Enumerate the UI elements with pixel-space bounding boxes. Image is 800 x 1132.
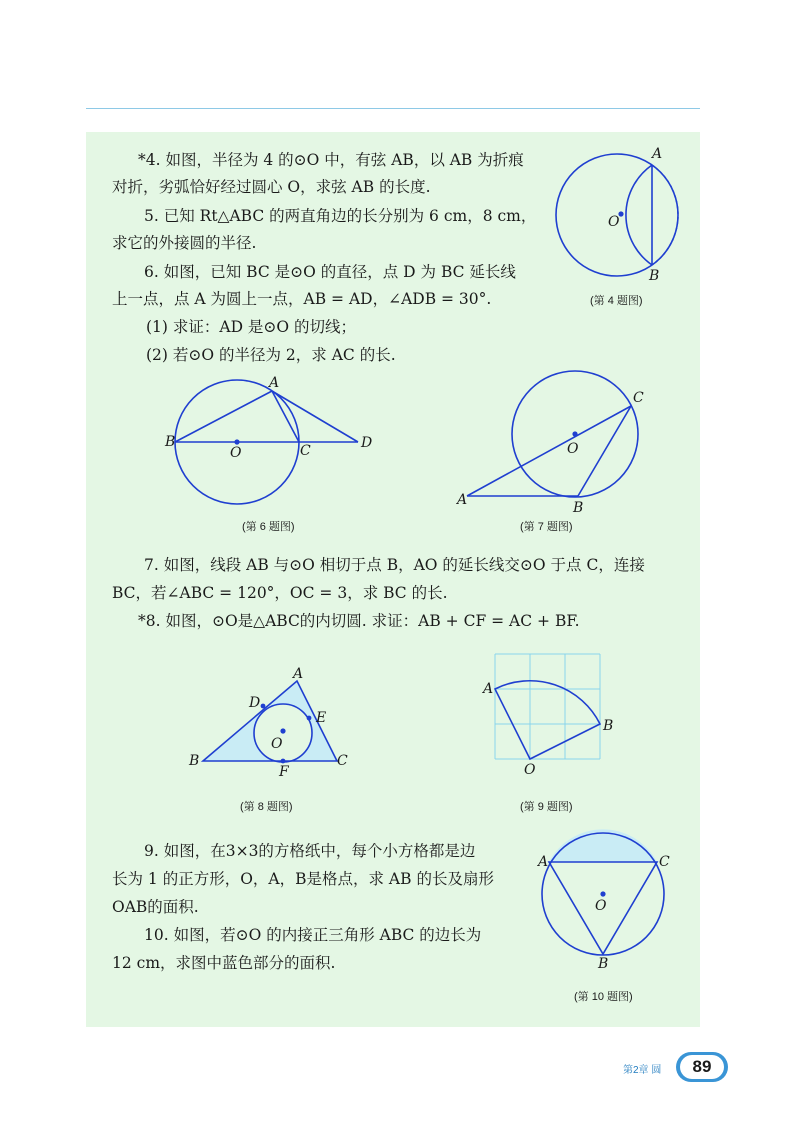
fig4-folded-arc [626,165,652,265]
fig8-point-d [261,704,266,709]
fig8-label-c: C [337,753,348,769]
fig8-point-f [281,759,286,764]
fig7-line-ac [467,406,631,496]
fig6-label-c: C [300,443,311,459]
fig8-label-f: F [279,764,289,780]
footer-chapter: 第2章 圆 [623,1065,662,1076]
caption-fig6: (第 6 题图) [242,521,295,533]
fig6-center-dot [234,439,239,444]
fig9-label-a: A [483,681,494,697]
caption-fig4: (第 4 题图) [590,295,643,307]
fig8-label-b: B [189,753,200,769]
fig7-label-a: A [457,492,468,508]
problem-5-line-2: 求它的外接圆的半径. [112,234,257,252]
problem-7-line-2: BC，若∠ABC = 120°，OC = 3，求 BC 的长. [112,584,448,602]
figure-4 [555,142,695,287]
problem-9-line-1: 9. 如图，在3×3的方格纸中，每个小方格都是边 [144,842,476,860]
fig10-label-b: B [598,956,609,972]
problem-4-line-1: *4. 如图，半径为 4 的⊙O 中，有弦 AB，以 AB 为折痕 [138,151,524,169]
fig8-label-d: D [249,695,261,711]
problem-6-line-2: 上一点，点 A 为圆上一点，AB = AD，∠ADB = 30°. [112,290,492,308]
fig6-label-a: A [269,375,280,391]
problem-6-part-2: (2) 若⊙O 的半径为 2，求 AC 的长. [146,346,396,364]
figure-7 [455,368,655,518]
fig10-label-o: O [595,898,607,914]
problem-4-line-2: 对折，劣弧恰好经过圆心 O，求弦 AB 的长度. [112,178,431,196]
fig6-label-b: B [165,434,176,450]
fig7-label-c: C [633,390,644,406]
header-rule [86,108,700,109]
fig7-center-dot [572,431,577,436]
fig8-center-dot [280,728,285,733]
fig7-label-b: B [573,500,584,516]
page-number: 89 [692,1057,712,1076]
fig4-label-a: A [652,146,663,162]
fig10-label-c: C [659,854,670,870]
fig7-label-o: O [567,441,579,457]
figure-6 [165,375,380,510]
problem-5-line-1: 5. 已知 Rt△ABC 的两直角边的长分别为 6 cm，8 cm， [144,207,537,225]
fig9-sector [495,681,600,759]
fig9-label-o: O [524,762,536,778]
figure-10 [535,828,675,973]
problem-10-line-1: 10. 如图，若⊙O 的内接正三角形 ABC 的边长为 [144,926,482,944]
problem-6-part-1: (1) 求证：AD 是⊙O 的切线； [146,318,357,336]
fig4-dashed-arc [652,165,678,265]
fig8-label-e: E [316,710,327,726]
problem-7-line-1: 7. 如图，线段 AB 与⊙O 相切于点 B，AO 的延长线交⊙O 于点 C，连接 [144,556,645,574]
fig7-line-bc [578,406,631,496]
fig4-label-o: O [608,214,620,230]
fig8-point-e [307,716,312,721]
fig8-label-o: O [271,736,283,752]
problem-10-line-2: 12 cm，求图中蓝色部分的面积. [112,954,336,972]
fig6-label-d: D [361,435,373,451]
problem-9-line-3: OAB的面积. [112,898,199,916]
caption-fig8: (第 8 题图) [240,801,293,813]
fig9-label-b: B [603,718,614,734]
fig10-center-dot [600,891,605,896]
fig10-label-a: A [538,854,549,870]
fig8-label-a: A [293,666,304,682]
figure-8 [185,665,355,780]
caption-fig7: (第 7 题图) [520,521,573,533]
fig6-line-ab [175,391,272,442]
fig4-label-b: B [649,268,660,284]
problem-8-line-1: *8. 如图，⊙O是△ABC的内切圆. 求证：AB + CF = AC + BF. [138,612,580,630]
figure-9 [480,650,620,780]
caption-fig10: (第 10 题图) [574,991,633,1003]
problem-6-line-1: 6. 如图，已知 BC 是⊙O 的直径，点 D 为 BC 延长线 [144,263,516,281]
fig9-grid [495,654,600,759]
caption-fig9: (第 9 题图) [520,801,573,813]
problem-9-line-2: 长为 1 的正方形，O，A，B是格点，求 AB 的长及扇形 [112,870,494,888]
fig6-label-o: O [230,445,242,461]
